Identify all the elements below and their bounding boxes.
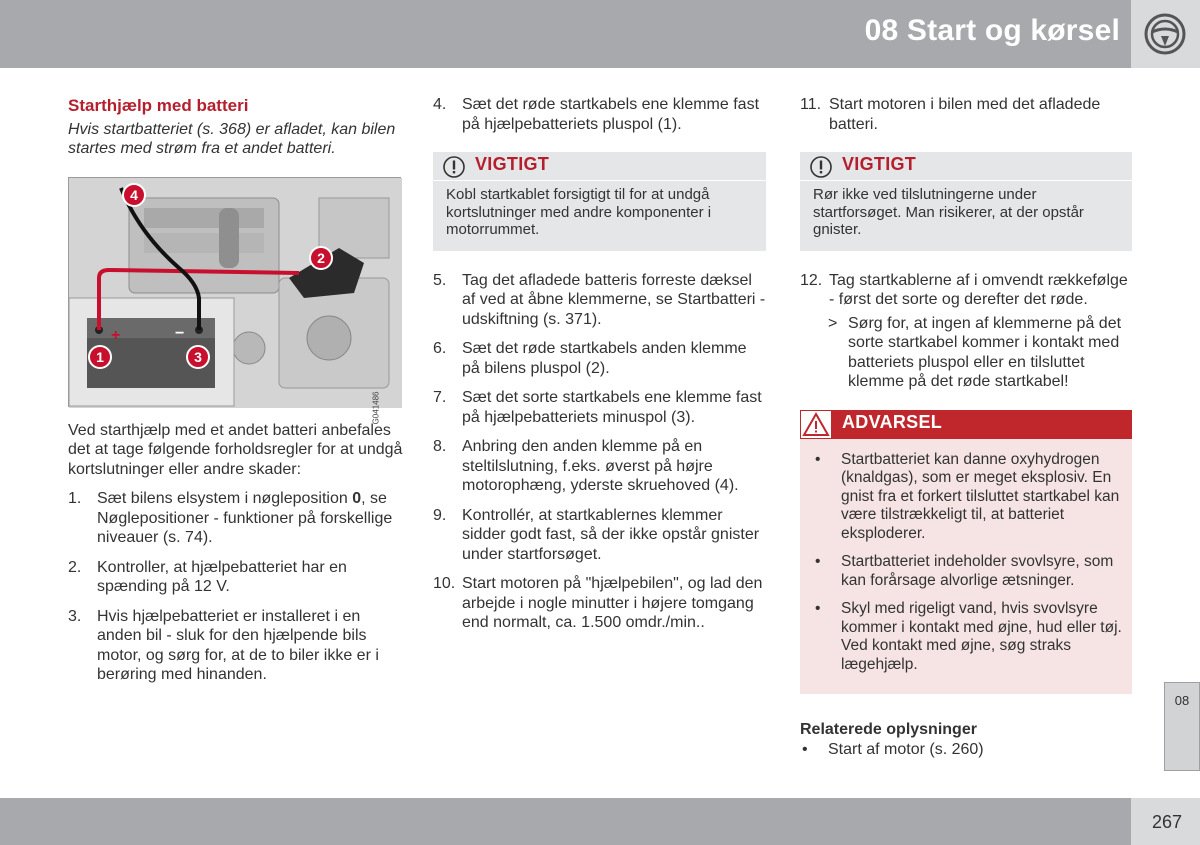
callout-2: 2: [309, 246, 333, 270]
step-text: Sæt det sorte startkabels ene klemme fast på hjælpebatteriets minuspol (3).: [462, 389, 762, 426]
step-text: Sæt det røde startkabels anden klemme på bilens pluspol (2).: [462, 340, 747, 377]
chapter-side-tab[interactable]: 08: [1164, 682, 1200, 771]
step-9: [433, 506, 766, 565]
right-column: [800, 95, 1132, 759]
warning-box: [800, 410, 1132, 695]
warning-text: Skyl med rigeligt vand, hvis svovlsyre kommer i kontakt med øjne, hud eller tøj. Ved kontakt med øjne, søg straks lægehjælp.: [841, 600, 1122, 673]
steps-list-middle-top: [433, 95, 766, 134]
step-12: [800, 271, 1132, 310]
warning-label: ADVARSEL: [842, 411, 943, 432]
related-link[interactable]: [800, 740, 1132, 760]
step-8: [433, 437, 766, 496]
callout-1: 1: [88, 345, 112, 369]
step-text: , se Nøglepositioner - funktioner på forskellige niveauer (s. 74).: [97, 490, 393, 546]
figure-code: G041486: [371, 391, 381, 425]
plus-symbol: +: [111, 326, 121, 344]
sub-step: [800, 314, 1132, 392]
step-11: [800, 95, 1132, 134]
step-10: [433, 574, 766, 633]
step-number: 4.: [433, 96, 447, 113]
step-text: Anbring den anden klemme på en steltilslutning, f.eks. øverst på højre motorophæng, yderste skruehoved (4).: [462, 438, 739, 494]
steps-list-middle: [433, 271, 766, 633]
step-text: Kontrollér, at startkablernes klemmer sidder godt fast, så der ikke opstår gnister under startforsøget.: [462, 506, 760, 563]
step-number: 7.: [433, 389, 447, 406]
note-text: Kobl startkablet forsigtigt til for at undgå kortslutninger med andre komponenter i motorrummet.: [446, 186, 712, 238]
important-note: [800, 152, 1132, 251]
step-number: 9.: [433, 506, 447, 524]
note-header: [433, 152, 766, 181]
step-5: [433, 271, 766, 330]
step-4: [433, 95, 766, 134]
steps-list-right-top: [800, 95, 1132, 134]
warning-icon-box: [800, 410, 832, 439]
step-text: Start motoren på "hjælpebilen", og lad den arbejde i nogle minutter i højere tomgang end normalt, ca. 1.500 omdr./min..: [462, 575, 763, 631]
lead-text: Ved starthjælp med et andet batteri anbefales det at tage følgende forholdsregler for at undgå kortslutninger eller andre skader:: [68, 421, 403, 478]
step-text: Start motoren i bilen med det afladede batteri.: [829, 96, 1101, 133]
middle-column: [433, 95, 766, 643]
warning-item: [813, 553, 1122, 590]
step-number: 10.: [433, 575, 456, 592]
step-text: Tag det afladede batteris forreste dæksel af ved at åbne klemmerne, se Startbatteri - udskiftning (s. 371).: [462, 271, 766, 328]
step-number: 2.: [68, 558, 82, 576]
bullet: •: [815, 450, 821, 468]
page-header: [0, 0, 1200, 68]
step-number: 6.: [433, 340, 447, 357]
sub-step-marker: >: [828, 314, 838, 332]
note-text: Rør ikke ved tilslutningerne under startforsøget. Man risikerer, at der opstår gnister.: [813, 186, 1084, 238]
step-number: 8.: [433, 438, 447, 455]
steps-list-right: [800, 271, 1132, 310]
steps-list-left: [68, 489, 403, 685]
step-text: Kontroller, at hjælpebatteriet har en spænding på 12 V.: [97, 558, 347, 595]
step-text: Hvis hjælpebatteriet er installeret i en anden bil - sluk for den hjælpende bils motor, og sørg for, at de to biler ikke er i berøring med hinanden.: [97, 607, 379, 683]
step-text: Tag startkablerne af i omvendt rækkefølge - først det sorte og derefter det røde.: [829, 271, 1128, 308]
bullet: •: [815, 600, 821, 617]
page-number-box: [1131, 798, 1200, 845]
warning-text: Startbatteriet indeholder svovlsyre, som kan forårsage alvorlige ætsninger.: [841, 553, 1114, 589]
step-number: 1.: [68, 490, 82, 507]
page-footer: [0, 798, 1200, 845]
warning-item: [813, 600, 1122, 674]
jump-start-figure: [68, 177, 401, 425]
chapter-title: 08 Start og kørsel: [864, 14, 1120, 47]
section-title: Starthjælp med batteri: [68, 96, 249, 115]
exclamation-icon: [443, 156, 465, 178]
note-label: VIGTIGT: [475, 154, 550, 174]
warning-triangle-icon: [801, 411, 831, 438]
step-number: 5.: [433, 271, 447, 289]
key-position-value: 0: [352, 490, 362, 507]
step-number: 3.: [68, 607, 82, 625]
exclamation-icon: [810, 156, 832, 178]
left-column: [68, 94, 403, 695]
step-1: [68, 489, 403, 548]
intro-text: Hvis startbatteriet (s. 368) er afladet, kan bilen startes med strøm fra et andet batteri.: [68, 120, 396, 157]
step-6: [433, 339, 766, 378]
related-title: Relaterede oplysninger: [800, 721, 977, 738]
warning-text: Startbatteriet kan danne oxyhydrogen (knaldgas), som er meget eksplosiv. En gnist fra et forkert tilsluttet startkabel kan være tilstrækkeligt til, at batteriet eksploderer.: [841, 450, 1120, 542]
engine-bay-illustration: [69, 178, 402, 408]
note-header: [800, 152, 1132, 181]
callout-3: 3: [186, 345, 210, 369]
step-number: 12.: [800, 271, 823, 289]
warning-list: [800, 439, 1132, 695]
note-label: VIGTIGT: [842, 154, 917, 174]
related-link-text[interactable]: Start af motor (s. 260): [828, 740, 984, 758]
warning-item: [813, 451, 1122, 544]
step-2: [68, 558, 403, 597]
minus-symbol: −: [175, 324, 185, 342]
bullet: •: [815, 553, 821, 570]
chapter-icon-box: [1131, 0, 1200, 68]
step-3: [68, 607, 403, 685]
step-7: [433, 388, 766, 427]
warning-header: [800, 410, 1132, 439]
steering-wheel-icon: [1143, 12, 1187, 56]
bullet: •: [802, 740, 808, 758]
step-text: Sæt det røde startkabels ene klemme fast på hjælpebatteriets pluspol (1).: [462, 96, 760, 133]
important-note: [433, 152, 766, 251]
step-text: Sæt bilens elsystem i nøgleposition: [97, 490, 353, 507]
page-number: 267: [1151, 812, 1182, 832]
step-number: 11.: [800, 96, 822, 113]
callout-4: 4: [122, 183, 146, 207]
sub-step-text: Sørg for, at ingen af klemmerne på det sorte startkabel kommer i kontakt med batteriets pluspol eller en tilsluttet klemme på det røde startkabel!: [848, 314, 1122, 390]
